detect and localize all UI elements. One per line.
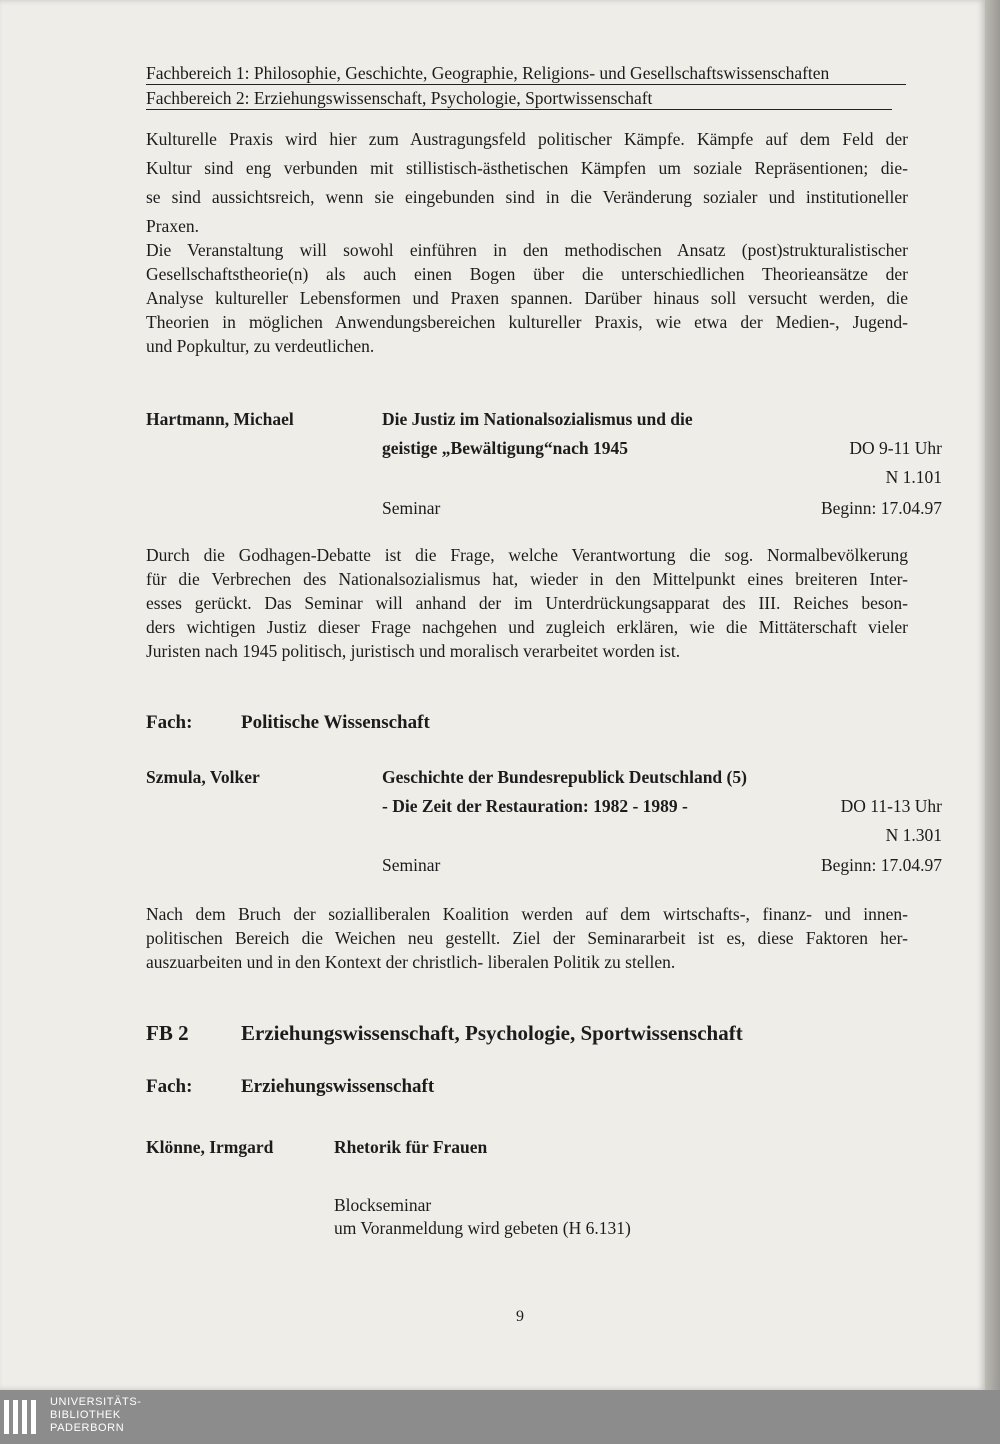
subject-label: Fach: [146, 712, 193, 733]
library-name-line-1: UNIVERSITÄTS- [50, 1396, 142, 1408]
text-line: ders wichtigen Justiz dieser Frage nachgehen und zugleich erklären, wie die Mittäterschaft vieler [146, 617, 908, 637]
course-title-line-2: - Die Zeit der Restauration: 1982 - 1989 - [382, 796, 688, 816]
page-number: 9 [516, 1308, 524, 1325]
department-header-1: Fachbereich 1: Philosophie, Geschichte, Geographie, Religions- und Gesellschaftswissenschaften [146, 63, 830, 83]
text-line: Gesellschaftstheorie(n) als auch einen Bogen über die unterschiedlichen Theorieansätze der [146, 264, 908, 284]
text-line: Kultur sind eng verbunden mit stillistisch-ästhetischen Kämpfen um soziale Repräsentionen; die- [146, 158, 908, 178]
course-note: um Voranmeldung wird gebeten (H 6.131) [334, 1218, 631, 1238]
text-line: für die Verbrechen des Nationalsozialismus hat, wieder in den Mittelpunkt eines breiteren Inter- [146, 569, 908, 589]
subject-heading: Politische Wissenschaft [241, 712, 430, 733]
course-type: Seminar [382, 855, 441, 875]
course-title-line-1: Die Justiz im Nationalsozialismus und die [382, 409, 693, 429]
header-underline-2 [146, 109, 892, 110]
text-line: Die Veranstaltung will sowohl einführen in den methodischen Ansatz (post)strukturalistischer [146, 240, 908, 260]
course-title: Rhetorik für Frauen [334, 1137, 488, 1157]
course-title-line-1: Geschichte der Bundesrepublick Deutschland (5) [382, 767, 747, 787]
library-name [50, 1396, 142, 1435]
course-time: DO 11-13 Uhr [840, 796, 942, 816]
library-footer [0, 1390, 1000, 1444]
text-line: politischen Bereich die Weichen neu gestellt. Ziel der Seminararbeit ist es, diese Faktoren her- [146, 928, 908, 948]
course-description [146, 543, 908, 663]
faculty-code: FB 2 [146, 1021, 189, 1045]
course-room: N 1.101 [885, 467, 942, 487]
intro-paragraph-1 [146, 125, 908, 241]
text-line: Praxen. [146, 216, 199, 236]
course-start-date: Beginn: 17.04.97 [820, 855, 942, 875]
course-room: N 1.301 [885, 825, 942, 845]
department-header-2: Fachbereich 2: Erziehungswissenschaft, Psychologie, Sportwissenschaft [146, 88, 653, 108]
faculty-title: Erziehungswissenschaft, Psychologie, Sportwissenschaft [241, 1021, 743, 1045]
course-lecturer: Hartmann, Michael [146, 409, 294, 429]
text-line: Theorien in möglichen Anwendungsbereichen kultureller Praxis, wie etwa der Medien-, Jugend- [146, 312, 908, 332]
text-line: und Popkultur, zu verdeutlichen. [146, 336, 375, 356]
intro-paragraph-2 [146, 238, 908, 358]
text-line: Nach dem Bruch der sozialliberalen Koalition werden auf dem wirtschafts-, finanz- und innen- [146, 904, 908, 924]
header-underline-1 [146, 84, 906, 85]
course-type: Blockseminar [334, 1195, 432, 1215]
course-start-date: Beginn: 17.04.97 [820, 498, 942, 518]
text-line: Juristen nach 1945 politisch, juristisch und moralisch verarbeitet worden ist. [146, 641, 681, 661]
text-line: auszuarbeiten und in den Kontext der christlich- liberalen Politik zu stellen. [146, 952, 676, 972]
library-name-line-3: PADERBORN [50, 1422, 125, 1434]
course-lecturer: Klönne, Irmgard [146, 1137, 274, 1157]
page-edge [985, 0, 1000, 1390]
subject-heading: Erziehungswissenschaft [241, 1076, 435, 1097]
text-line: se sind aussichtsreich, wenn sie eingebunden sind in die Veränderung sozialer und institutioneller [146, 187, 908, 207]
text-line: Durch die Godhagen-Debatte ist die Frage, welche Verantwortung die sog. Normalbevölkerung [146, 545, 908, 565]
library-logo-icon [4, 1400, 42, 1434]
course-time: DO 9-11 Uhr [849, 438, 942, 458]
subject-label: Fach: [146, 1076, 193, 1097]
course-lecturer: Szmula, Volker [146, 767, 260, 787]
text-line: Kulturelle Praxis wird hier zum Austragungsfeld politischer Kämpfe. Kämpfe auf dem Feld der [146, 129, 908, 149]
library-name-line-2: BIBLIOTHEK [50, 1409, 121, 1421]
text-line: esses gerückt. Das Seminar will anhand der im Unterdrückungsapparat des III. Reiches beson- [146, 593, 908, 613]
course-description [146, 902, 908, 974]
course-title-line-2: geistige „Bewältigung“nach 1945 [382, 438, 628, 458]
text-line: Analyse kultureller Lebensformen und Praxen spannen. Darüber hinaus soll versucht werden, die [146, 288, 908, 308]
course-type: Seminar [382, 498, 441, 518]
